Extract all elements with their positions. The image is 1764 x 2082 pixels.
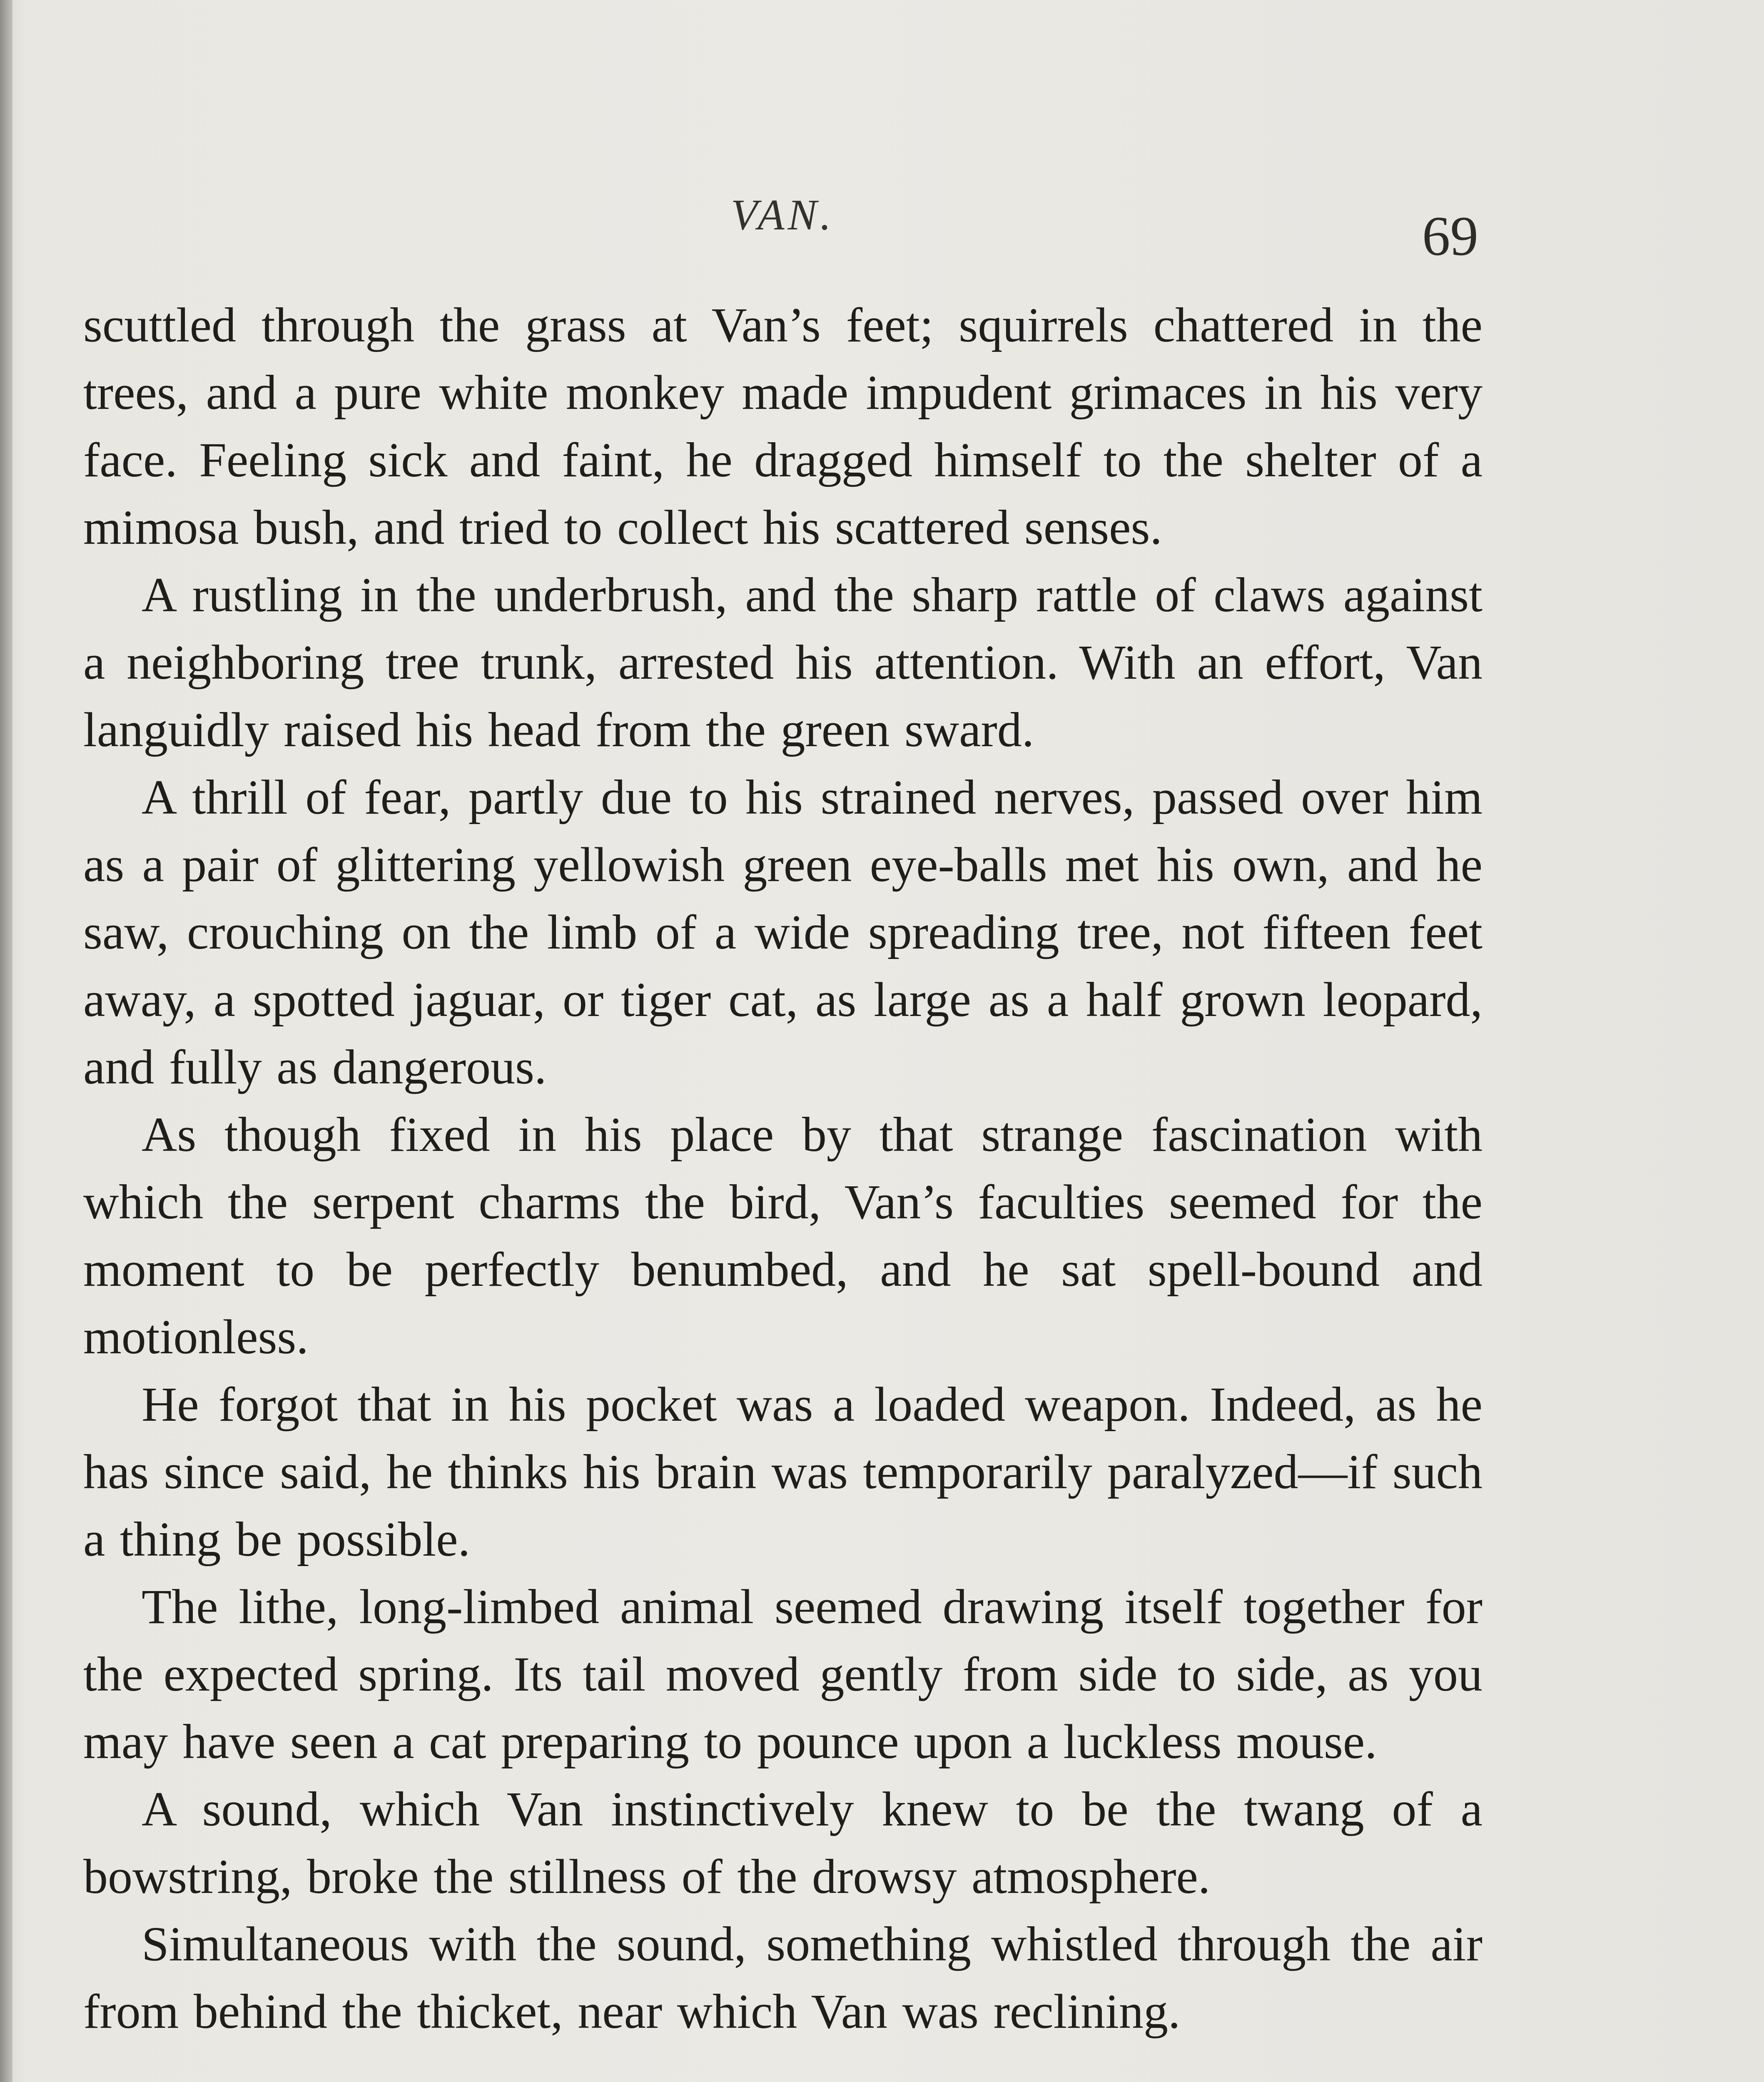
body-text [83,291,1482,2045]
page-binding-edge [0,0,12,2082]
running-head: VAN. [731,190,835,239]
paragraph-3: A thrill of fear, partly due to his strained nerves, passed over him as a pair of glittering yellowish green eye-balls met his own, and he saw, crouching on the limb of a wide spreading tree, not fifteen feet away, a spotted jaguar, or tiger cat, as large as a half grown leopard, and fully as dangerous. [83,770,1482,1094]
paragraph-8: Simultaneous with the sound, something whistled through the air from behind the thicket, near which Van was reclining. [83,1917,1482,2039]
paragraph-5: He forgot that in his pocket was a loaded weapon. Indeed, as he has since said, he thinks his brain was temporarily paralyzed—if such a thing be possible. [83,1377,1482,1566]
paragraph-1: scuttled through the grass at Van’s feet; squirrels chattered in the trees, and a pure white monkey made impudent grimaces in his very face. Feeling sick and faint, he dragged himself to the shelter of a mimosa bush, and tried to collect his scattered senses. [83,298,1482,555]
page-number: 69 [1422,205,1478,267]
paragraph-7: A sound, which Van instinctively knew to be the twang of a bowstring, broke the stillness of the drowsy atmosphere. [83,1782,1482,1904]
paragraph-2: A rustling in the underbrush, and the sharp rattle of claws against a neighboring tree trunk, arrested his attention. With an effort, Van languidly raised his head from the green sward. [83,568,1482,757]
paragraph-6: The lithe, long-limbed animal seemed drawing itself together for the expected spring. Its tail moved gently from side to side, as you may have seen a cat preparing to pounce upon a luckless mouse. [83,1579,1482,1769]
paragraph-4: As though fixed in his place by that strange fascination with which the serpent charms the bird, Van’s faculties seemed for the moment to be perfectly benumbed, and he sat spell-bound and motionless. [83,1107,1482,1364]
